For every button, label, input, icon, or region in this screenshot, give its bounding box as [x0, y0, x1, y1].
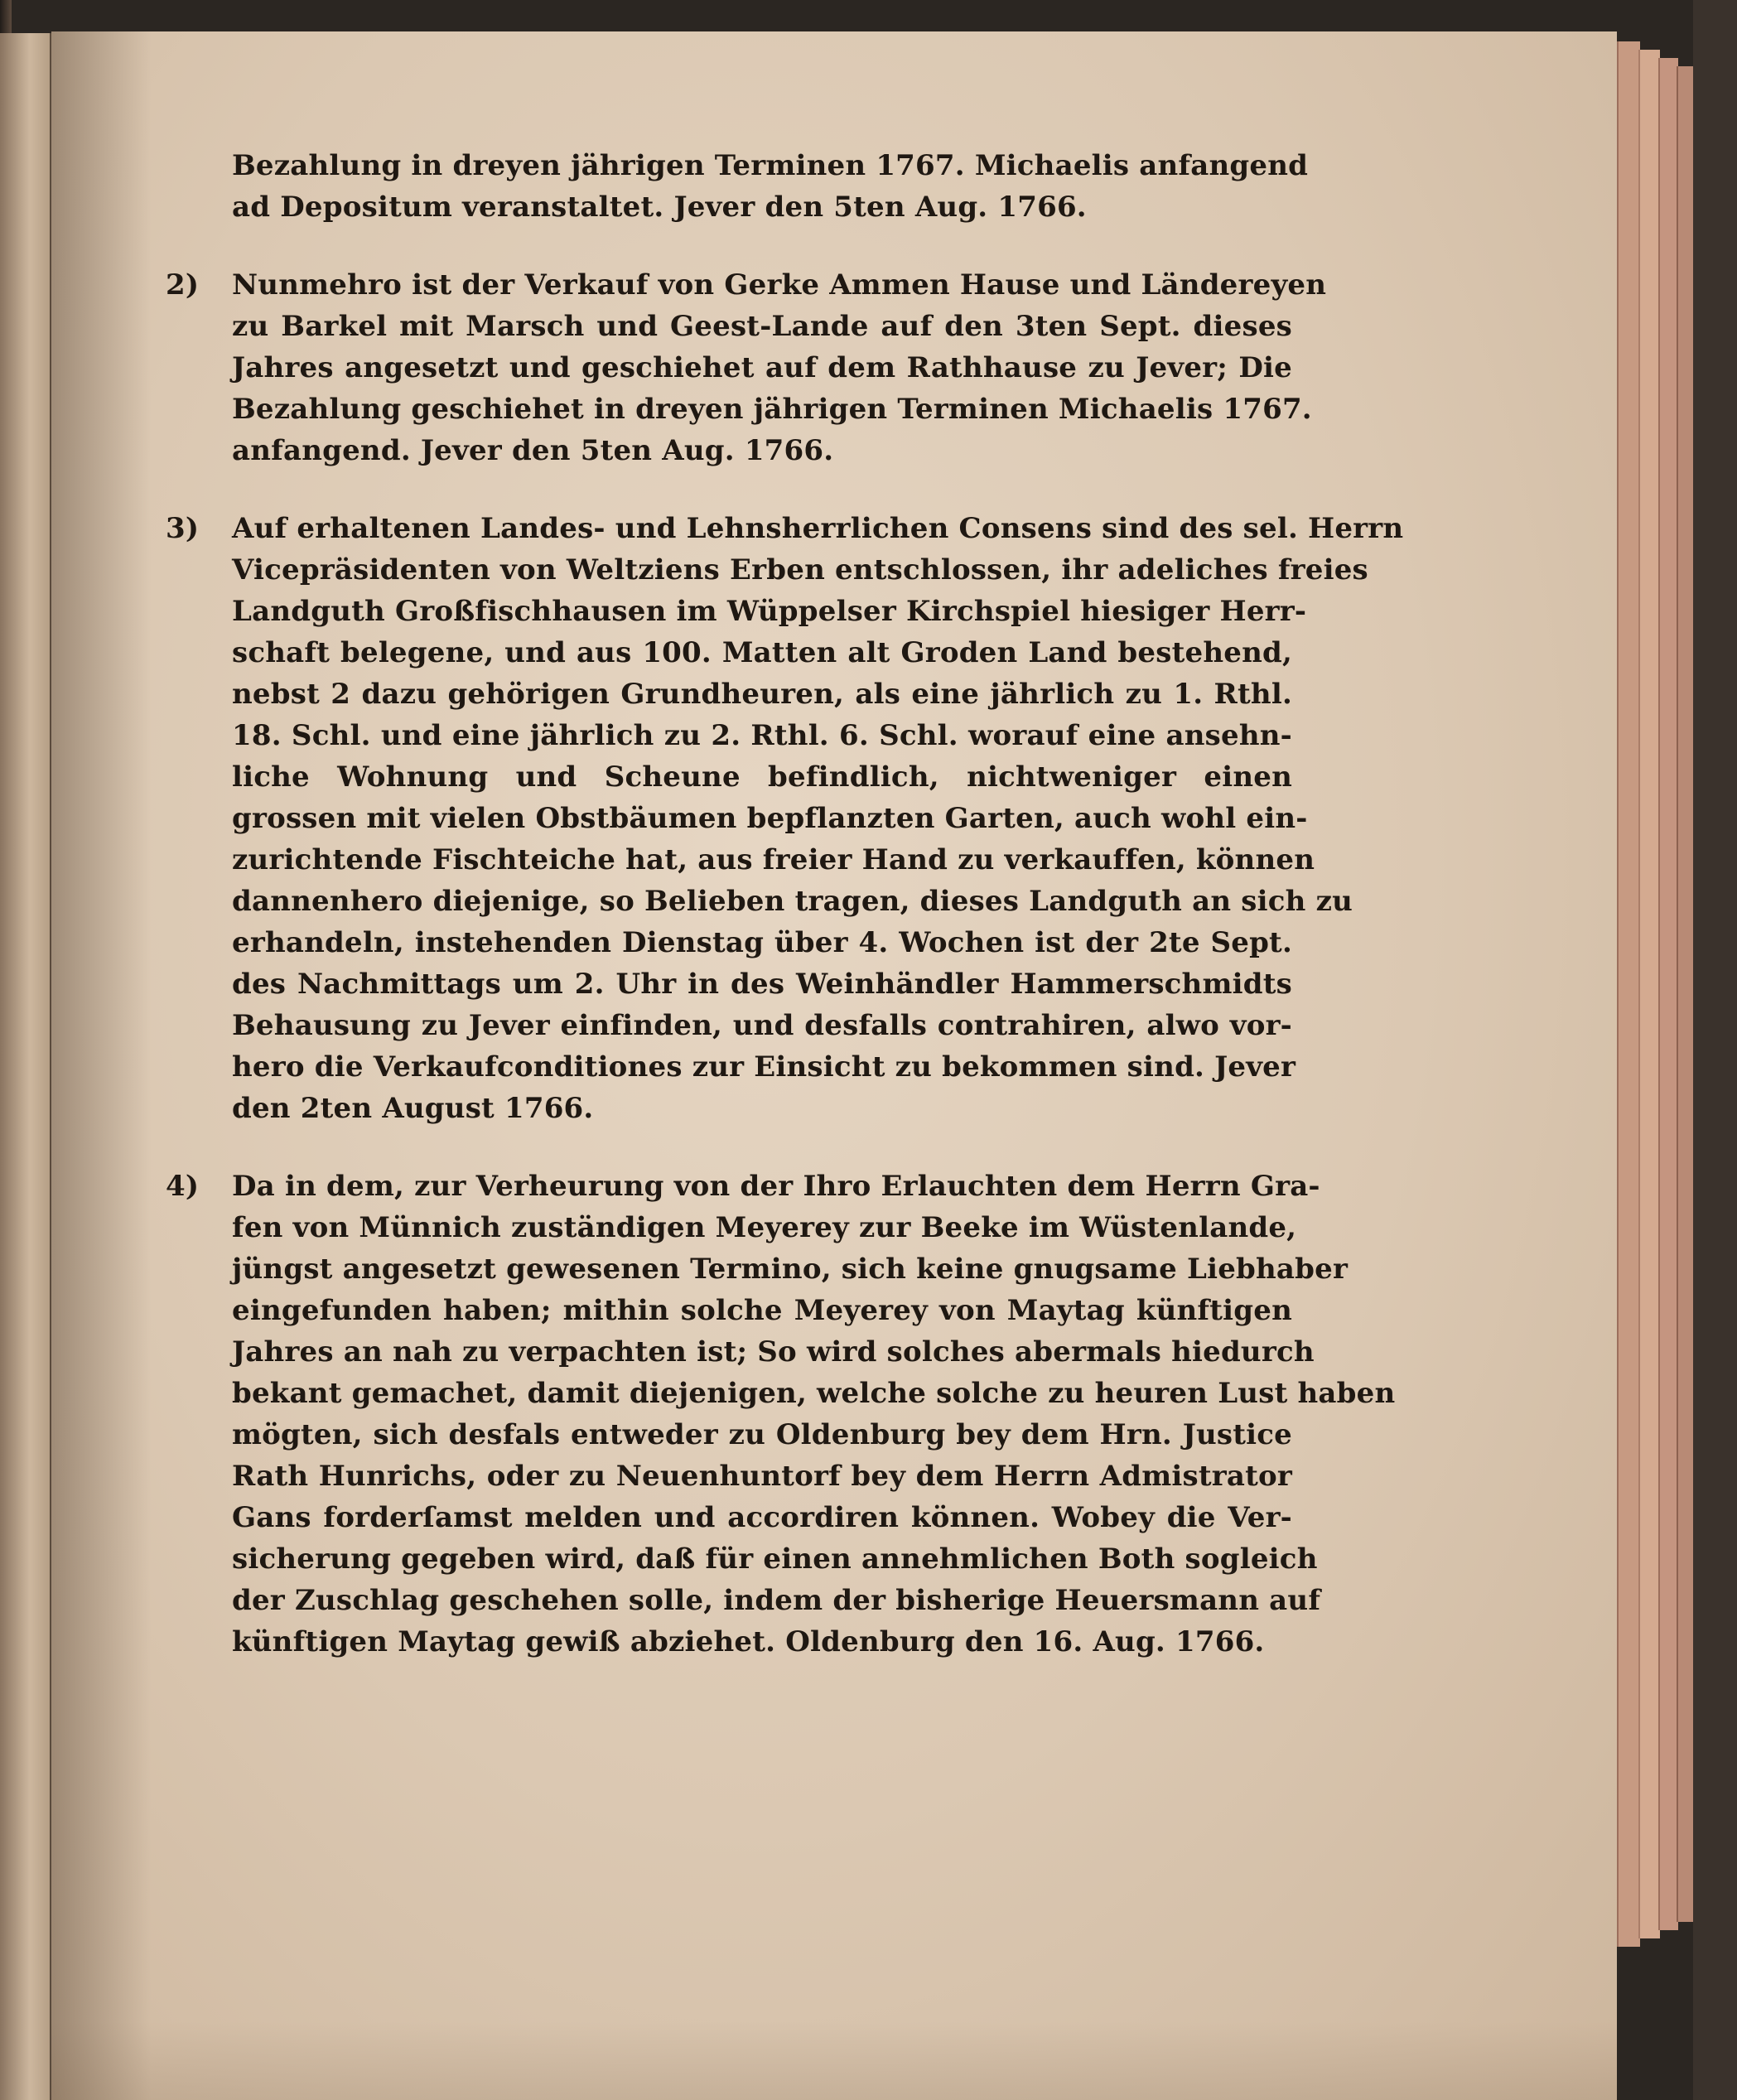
- text-line: ad Depositum veranstaltet. Jever den 5ten Aug. 1766.: [232, 191, 1087, 224]
- page-stack-edge: [1617, 41, 1640, 1947]
- text-line: grossen mit vielen Obstbäumen bepflanzten Garten, auch wohl ein-: [232, 802, 1308, 835]
- text-line: mögten, sich desfals entweder zu Oldenburg bey dem Hrn. Justice: [232, 1418, 1292, 1451]
- text-line: schaft belegene, und aus 100. Matten alt Groden Land bestehend,: [232, 636, 1292, 669]
- text-line: nebst 2 dazu gehörigen Grundheuren, als eine jährlich zu 1. Rthl.: [232, 678, 1292, 711]
- text-line: Jahres an nah zu verpachten ist; So wird solches abermals hiedurch: [232, 1335, 1315, 1369]
- page-shade: [51, 2021, 1617, 2100]
- text-line: Rath Hunrichs, oder zu Neuenhuntorf bey dem Herrn Admistrator: [232, 1460, 1292, 1493]
- text-line: Jahres angesetzt und geschiehet auf dem Rathhause zu Jever; Die: [232, 351, 1292, 384]
- text-line: Nunmehro ist der Verkauf von Gerke Ammen Hause und Ländereyen: [232, 268, 1327, 302]
- page-stack-edge: [1638, 50, 1660, 1938]
- text-line: Auf erhaltenen Landes- und Lehnsherrlichen Consens sind des sel. Herrn: [232, 512, 1404, 545]
- text-line: Gans forderſamst melden und accordiren können. Wobey die Ver-: [232, 1501, 1292, 1534]
- text-line: Da in dem, zur Verheurung von der Ihro Erlauchten dem Herrn Gra-: [232, 1170, 1320, 1203]
- gutter-shadow: [51, 31, 151, 2100]
- page-stack-edge: [1677, 66, 1695, 1922]
- text-line: den 2ten August 1766.: [232, 1092, 594, 1125]
- text-line: Vicepräsidenten von Weltziens Erben entschlossen, ihr adeliches freies: [232, 553, 1368, 587]
- text-line: Bezahlung in dreyen jährigen Terminen 1767. Michaelis anfangend: [232, 149, 1309, 182]
- text-line: Bezahlung geschiehet in dreyen jährigen Terminen Michaelis 1767.: [232, 393, 1312, 426]
- text-line: bekant gemachet, damit diejenigen, welche solche zu heuren Lust haben: [232, 1377, 1396, 1410]
- text-line: Landguth Großfischhausen im Wüppelser Kirchspiel hiesiger Herr-: [232, 595, 1307, 628]
- paragraph-number: 4): [166, 1170, 200, 1203]
- text-line: jüngst angesetzt gewesenen Termino, sich keine gnugsame Liebhaber: [232, 1253, 1349, 1286]
- text-line: anfangend. Jever den 5ten Aug. 1766.: [232, 434, 834, 467]
- text-line: dannenhero diejenige, so Belieben tragen, dieses Landguth an sich zu: [232, 885, 1353, 918]
- text-line: eingefunden haben; mithin solche Meyerey von Maytag künftigen: [232, 1294, 1292, 1327]
- lead-paragraph: [166, 145, 1309, 228]
- text-line: der Zuschlag geschehen solle, indem der bisherige Heuersmann auf: [232, 1584, 1321, 1617]
- text-line: liche Wohnung und Scheune befindlich, nichtweniger einen: [232, 760, 1292, 794]
- page-text: [166, 145, 1404, 1699]
- text-line: 18. Schl. und eine jährlich zu 2. Rthl. 6. Schl. worauf eine ansehn-: [232, 719, 1292, 752]
- text-line: zu Barkel mit Marsch und Geest-Lande auf den 3ten Sept. dieses: [232, 310, 1292, 343]
- text-line: Behausung zu Jever einfinden, und desfalls contrahiren, alwo vor-: [232, 1009, 1292, 1042]
- page-stack-edge: [1658, 58, 1678, 1930]
- text-line: des Nachmittags um 2. Uhr in des Weinhändler Hammerschmidts: [232, 968, 1292, 1001]
- paragraph-3: [166, 508, 1404, 1129]
- text-line: hero die Verkaufconditiones zur Einsicht zu bekommen sind. Jever: [232, 1050, 1296, 1084]
- facing-page-edge: [0, 33, 52, 2100]
- paragraph-4: [166, 1166, 1396, 1663]
- text-line: sicherung gegeben wird, daß für einen annehmlichen Both sogleich: [232, 1542, 1318, 1576]
- text-line: erhandeln, instehenden Dienstag über 4. Wochen ist der 2te Sept.: [232, 926, 1292, 959]
- text-line: künftigen Maytag gewiß abziehet. Oldenburg den 16. Aug. 1766.: [232, 1625, 1265, 1658]
- paragraph-2: [166, 264, 1327, 471]
- text-line: zurichtende Fischteiche hat, aus freier Hand zu verkauffen, können: [232, 843, 1315, 876]
- text-line: fen von Münnich zuständigen Meyerey zur Beeke im Wüstenlande,: [232, 1211, 1297, 1244]
- paragraph-number: 3): [166, 512, 200, 545]
- paragraph-number: 2): [166, 268, 200, 302]
- scan-background-edge: [1693, 0, 1737, 2100]
